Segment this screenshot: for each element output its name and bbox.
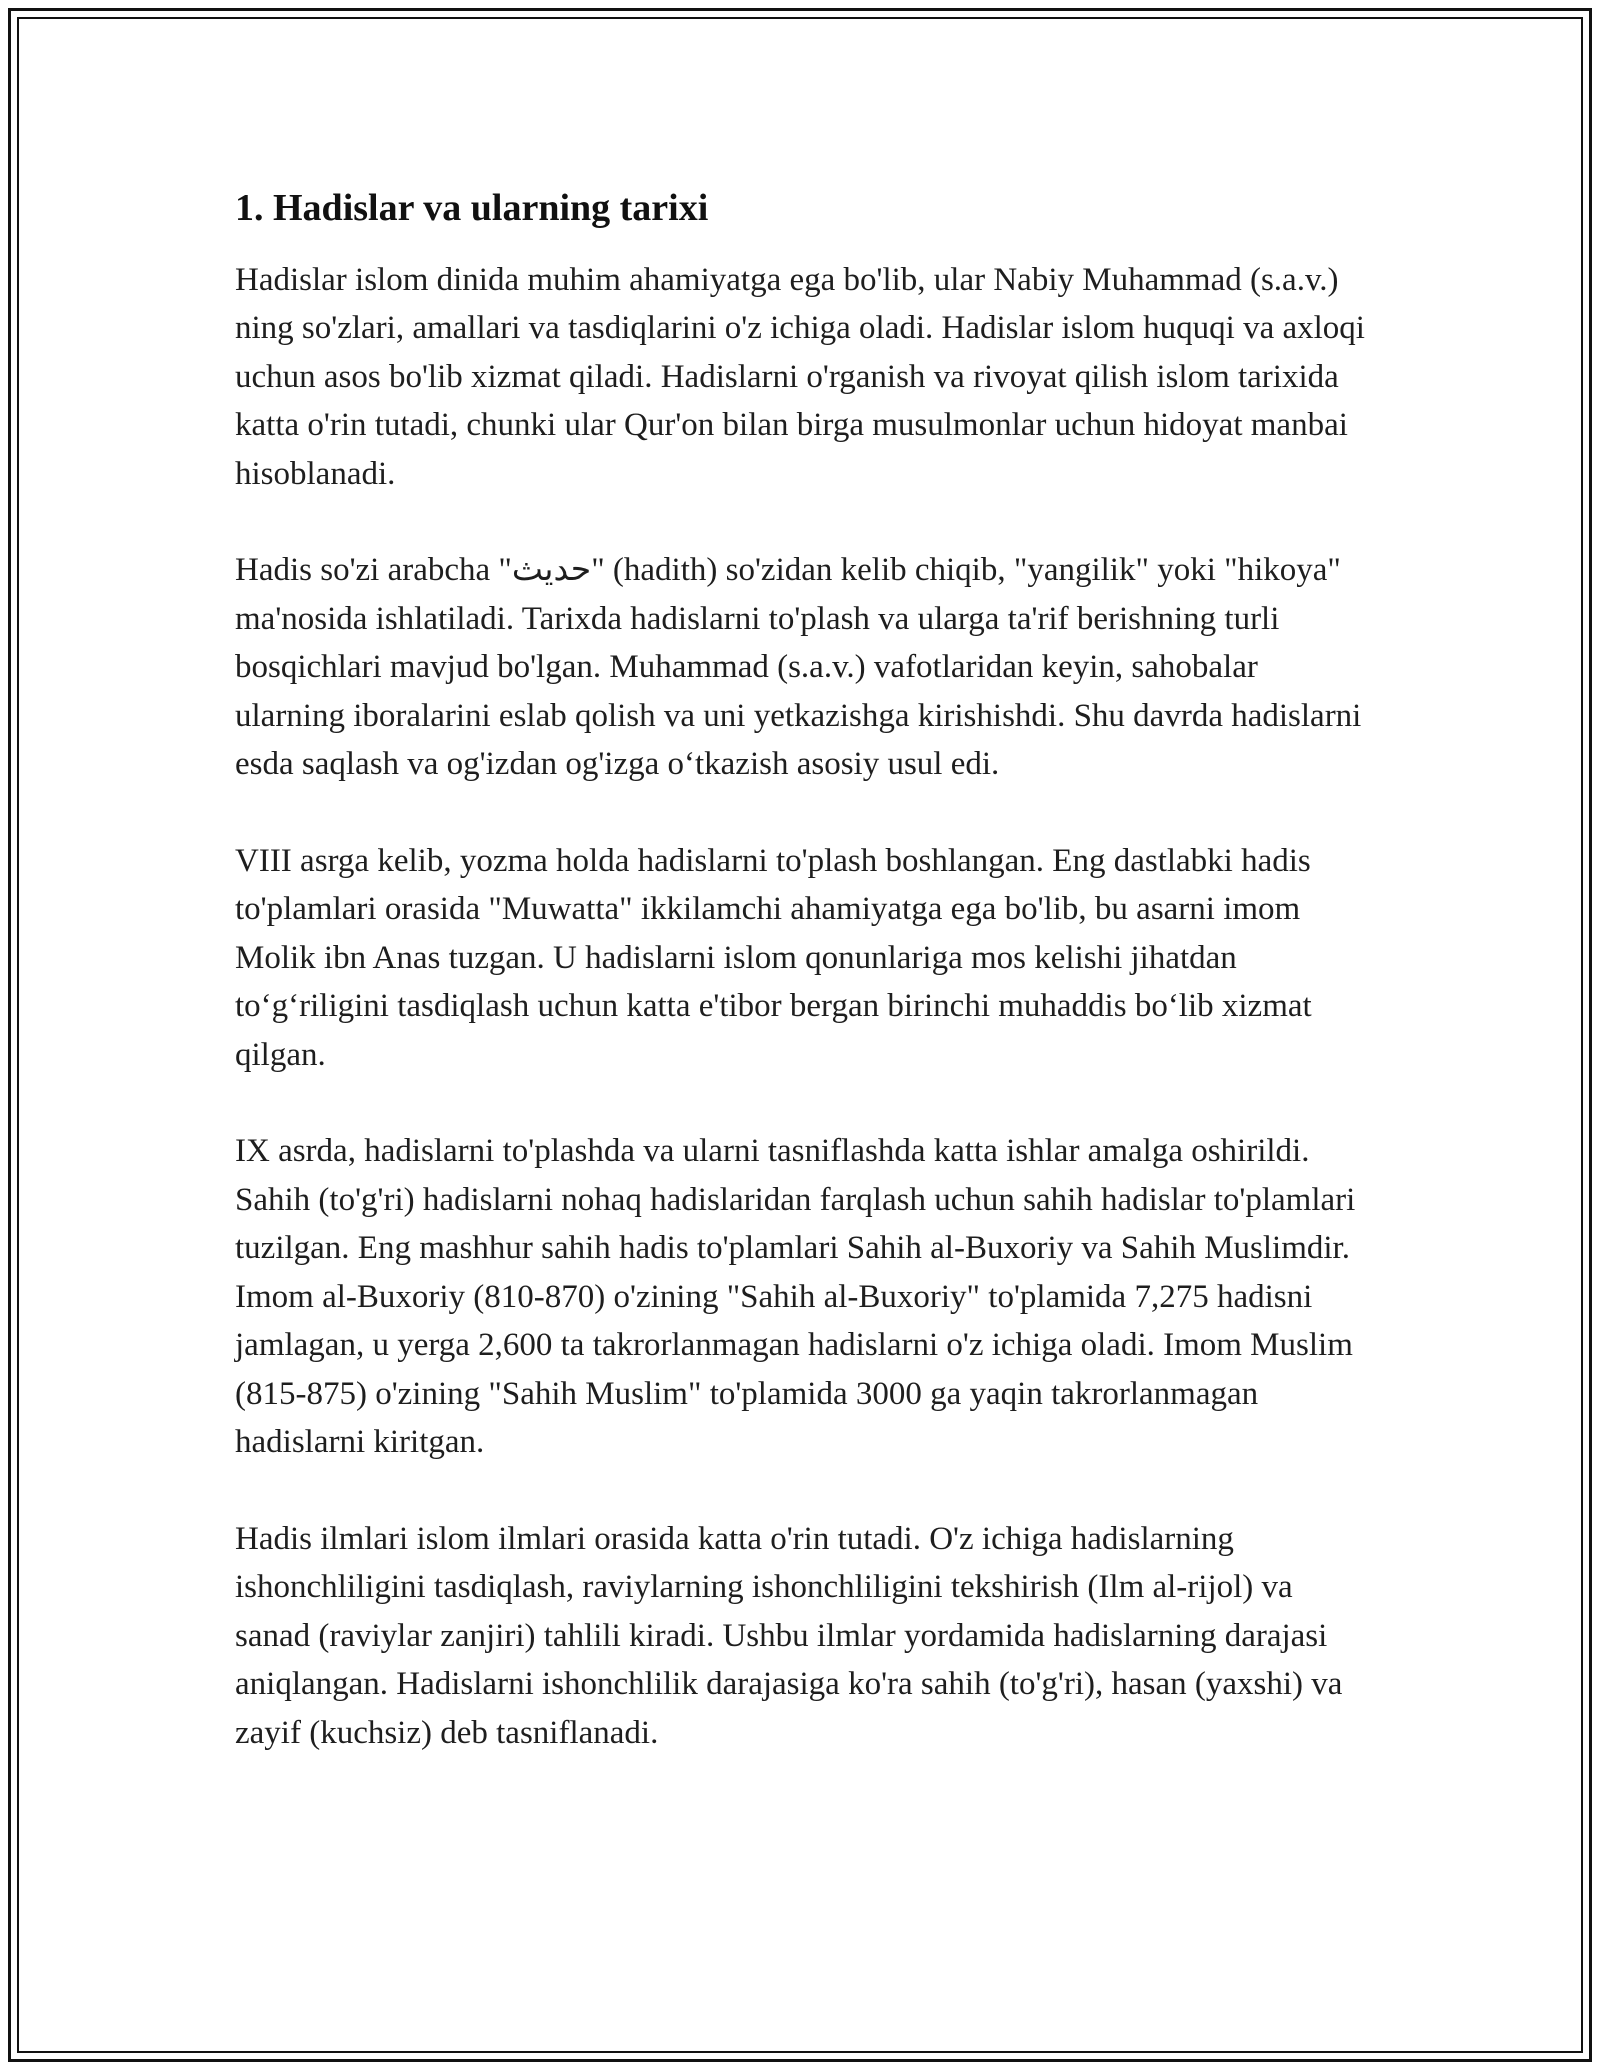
paragraph-etymology: Hadis so'zi arabcha "حديث" (hadith) so'zidan kelib chiqib, "yangilik" yoki "hikoya" ma'nosida ishlatiladi. Tarixda hadislarni to'plash va ularga ta'rif berishning turli bosqichlari mavjud bo'lgan. Muhammad (s.a.v.) vafotlaridan keyin, sahobalar ularning iboralarini eslab qolish va uni yetkazishga kirishishdi. Shu davrda hadislarni esda saqlash va og'izdan og'izga o‘tkazish asosiy usul edi. [235, 552, 1362, 783]
paragraph-ninth-century: IX asrda, hadislarni to'plashda va ularni tasniflashda katta ishlar amalga oshirildi. Sahih (to'g'ri) hadislarni nohaq hadislaridan farqlash uchun sahih hadislar to'plamlari tuzilgan. Eng mashhur sahih hadis to'plamlari Sahih al-Buxoriy va Sahih Muslimdir. Imom al-Buxoriy (810-870) o'zining "Sahih al-Buxoriy" to'plamida 7,275 hadisni jamlagan, u yerga 2,600 ta takrorlanmagan hadislarni o'z ichiga oladi. Imom Muslim (815-875) o'zining "Sahih Muslim" to'plamida 3000 ga yaqin takrorlanmagan hadislarni kiritgan. [235, 1133, 1356, 1461]
section-heading: 1. Hadislar va ularning tarixi [235, 187, 709, 229]
document-body [235, 186, 1375, 1805]
paragraph-hadith-sciences: Hadis ilmlari islom ilmlari orasida katta o'rin tutadi. O'z ichiga hadislarning ishonchliligini tasdiqlash, raviylarning ishonchliligini tekshirish (Ilm al-rijol) va sanad (raviylar zanjiri) tahlili kiradi. Ushbu ilmlar yordamida hadislarning darajasi aniqlangan. Hadislarni ishonchlilik darajasiga ko'ra sahih (to'g'ri), hasan (yaxshi) va zayif (kuchsiz) deb tasniflanadi. [235, 1520, 1343, 1751]
paragraph-eighth-century: VIII asrga kelib, yozma holda hadislarni to'plash boshlangan. Eng dastlabki hadis to'plamlari orasida "Muwatta" ikkilamchi ahamiyatga ega bo'lib, bu asarni imom Molik ibn Anas tuzgan. U hadislarni islom qonunlariga mos kelishi jihatdan to‘g‘riligini tasdiqlash uchun katta e'tibor bergan birinchi muhaddis bo‘lib xizmat qilgan. [235, 842, 1312, 1073]
paragraph-intro: Hadislar islom dinida muhim ahamiyatga ega bo'lib, ular Nabiy Muhammad (s.a.v.) ning so'zlari, amallari va tasdiqlarini o'z ichiga oladi. Hadislar islom huquqi va axloqi uchun asos bo'lib xizmat qiladi. Hadislarni o'rganish va rivoyat qilish islom tarixida katta o'rin tutadi, chunki ular Qur'on bilan birga musulmonlar uchun hidoyat manbai hisoblanadi. [235, 261, 1365, 492]
